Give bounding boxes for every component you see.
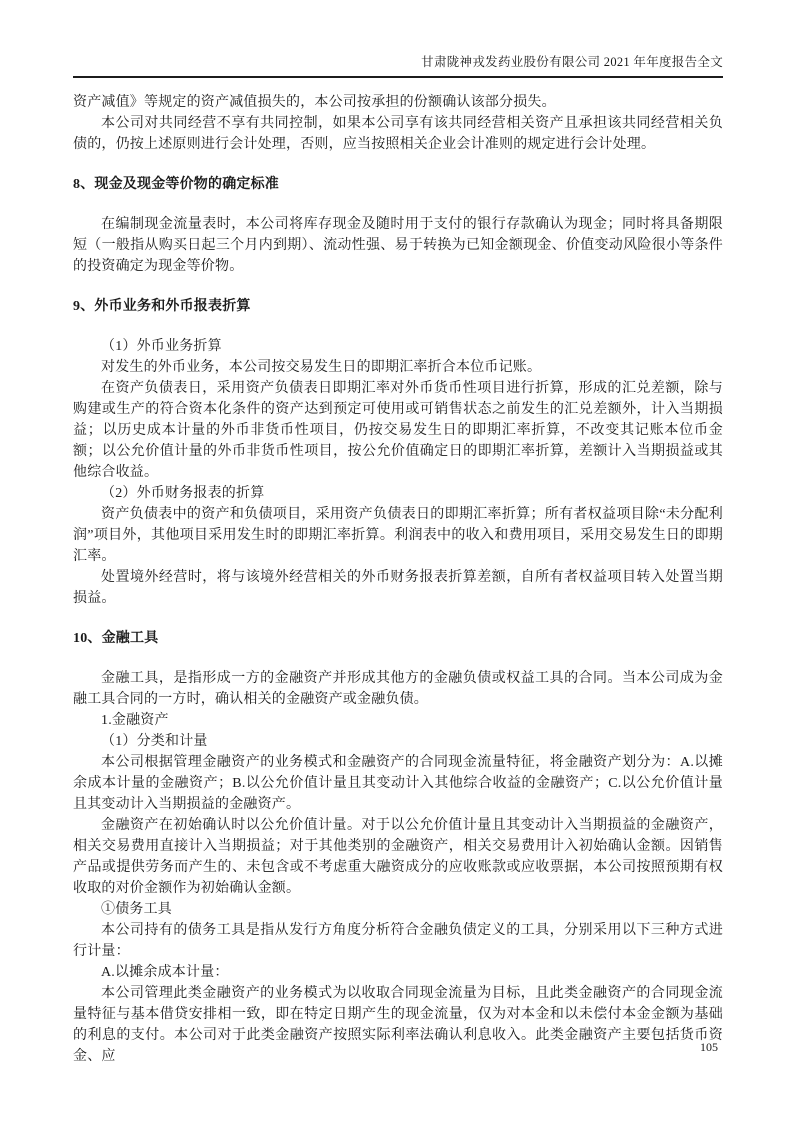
paragraph: 本公司管理此类金融资产的业务模式为以收取合同现金流量为目标，且此类金融资产的合同现金流量特征与基本借贷安排相一致，即在特定日期产生的现金流量，仅为对本金和以未偿付本金金额为基础的利息的支付。本公司对于此类金融资产按照实际利率法确认利息收入。此类金融资产主要包括货币资金、应	[73, 986, 723, 1064]
paragraph: 资产负债表中的资产和负债项目，采用资产负债表日的即期汇率折算；所有者权益项目除“未分配利润”项目外，其他项目采用发生时的即期汇率折算。利润表中的收入和费用项目，采用交易发生日的即期汇率。	[73, 507, 723, 564]
page-number: 105	[700, 1040, 718, 1054]
paragraph: 在资产负债表日，采用资产负债表日即期汇率对外币货币性项目进行折算，形成的汇兑差额，除与购建或生产的符合资本化条件的资产达到预定可使用或可销售状态之前发生的汇兑差额外，计入当期损益；以历史成本计量的外币非货币性项目，仍按交易发生日的即期汇率折算，不改变其记账本位币金额；以公允价值计量的外币非货币性项目，按公允价值确定日的即期汇率折算，差额计入当期损益或其他综合收益。	[73, 381, 723, 480]
header-divider	[73, 76, 723, 78]
paragraph: 本公司对共同经营不享有共同控制，如果本公司享有该共同经营相关资产且承担该共同经营相关负债的，仍按上述原则进行会计处理，否则，应当按照相关企业会计准则的规定进行会计处理。	[73, 116, 723, 152]
section-heading: 10、金融工具	[73, 631, 159, 646]
paragraph: （1）外币业务折算	[101, 339, 222, 354]
paragraph: A.以摊余成本计量：	[101, 965, 229, 980]
paragraph: 金融工具，是指形成一方的金融资产并形成其他方的金融负债或权益工具的合同。当本公司成为金融工具合同的一方时，确认相关的金融资产或金融负债。	[73, 671, 723, 707]
paragraph: ①债务工具	[101, 902, 172, 917]
paragraph: 处置境外经营时，将与该境外经营相关的外币财务报表折算差额，自所有者权益项目转入处置当期损益。	[73, 570, 723, 606]
report-header-title: 甘肃陇神戎发药业股份有限公司 2021 年年度报告全文	[421, 55, 723, 69]
section-heading: 8、现金及现金等价物的确定标准	[73, 177, 279, 192]
paragraph: （1）分类和计量	[101, 734, 208, 749]
paragraph: 资产减值》等规定的资产减值损失的，本公司按承担的份额确认该部分损失。	[73, 95, 556, 110]
paragraph: 对发生的外币业务，本公司按交易发生日的即期汇率折合本位币记账。	[101, 360, 542, 375]
paragraph: 本公司持有的债务工具是指从发行方角度分析符合金融负债定义的工具，分别采用以下三种方式进行计量：	[73, 923, 723, 959]
paragraph: （2）外币财务报表的折算	[101, 486, 265, 501]
paragraph: 本公司根据管理金融资产的业务模式和金融资产的合同现金流量特征，将金融资产划分为：A.以摊余成本计量的金融资产；B.以公允价值计量且其变动计入其他综合收益的金融资产；C.以公允价值计量且其变动计入当期损益的金融资产。	[73, 755, 723, 812]
paragraph: 1.金融资产	[101, 713, 169, 728]
document-body	[73, 92, 723, 1067]
paragraph: 在编制现金流量表时，本公司将库存现金及随时用于支付的银行存款确认为现金；同时将具备期限短（一般指从购买日起三个月内到期）、流动性强、易于转换为已知金额现金、价值变动风险很小等条件的投资确定为现金等价物。	[73, 217, 723, 274]
paragraph: 金融资产在初始确认时以公允价值计量。对于以公允价值计量且其变动计入当期损益的金融资产，相关交易费用直接计入当期损益；对于其他类别的金融资产，相关交易费用计入初始确认金额。因销售产品或提供劳务而产生的、未包含或不考虑重大融资成分的应收账款或应收票据，本公司按照预期有权收取的对价金额作为初始确认金额。	[73, 818, 723, 896]
section-heading: 9、外币业务和外币报表折算	[73, 299, 251, 314]
